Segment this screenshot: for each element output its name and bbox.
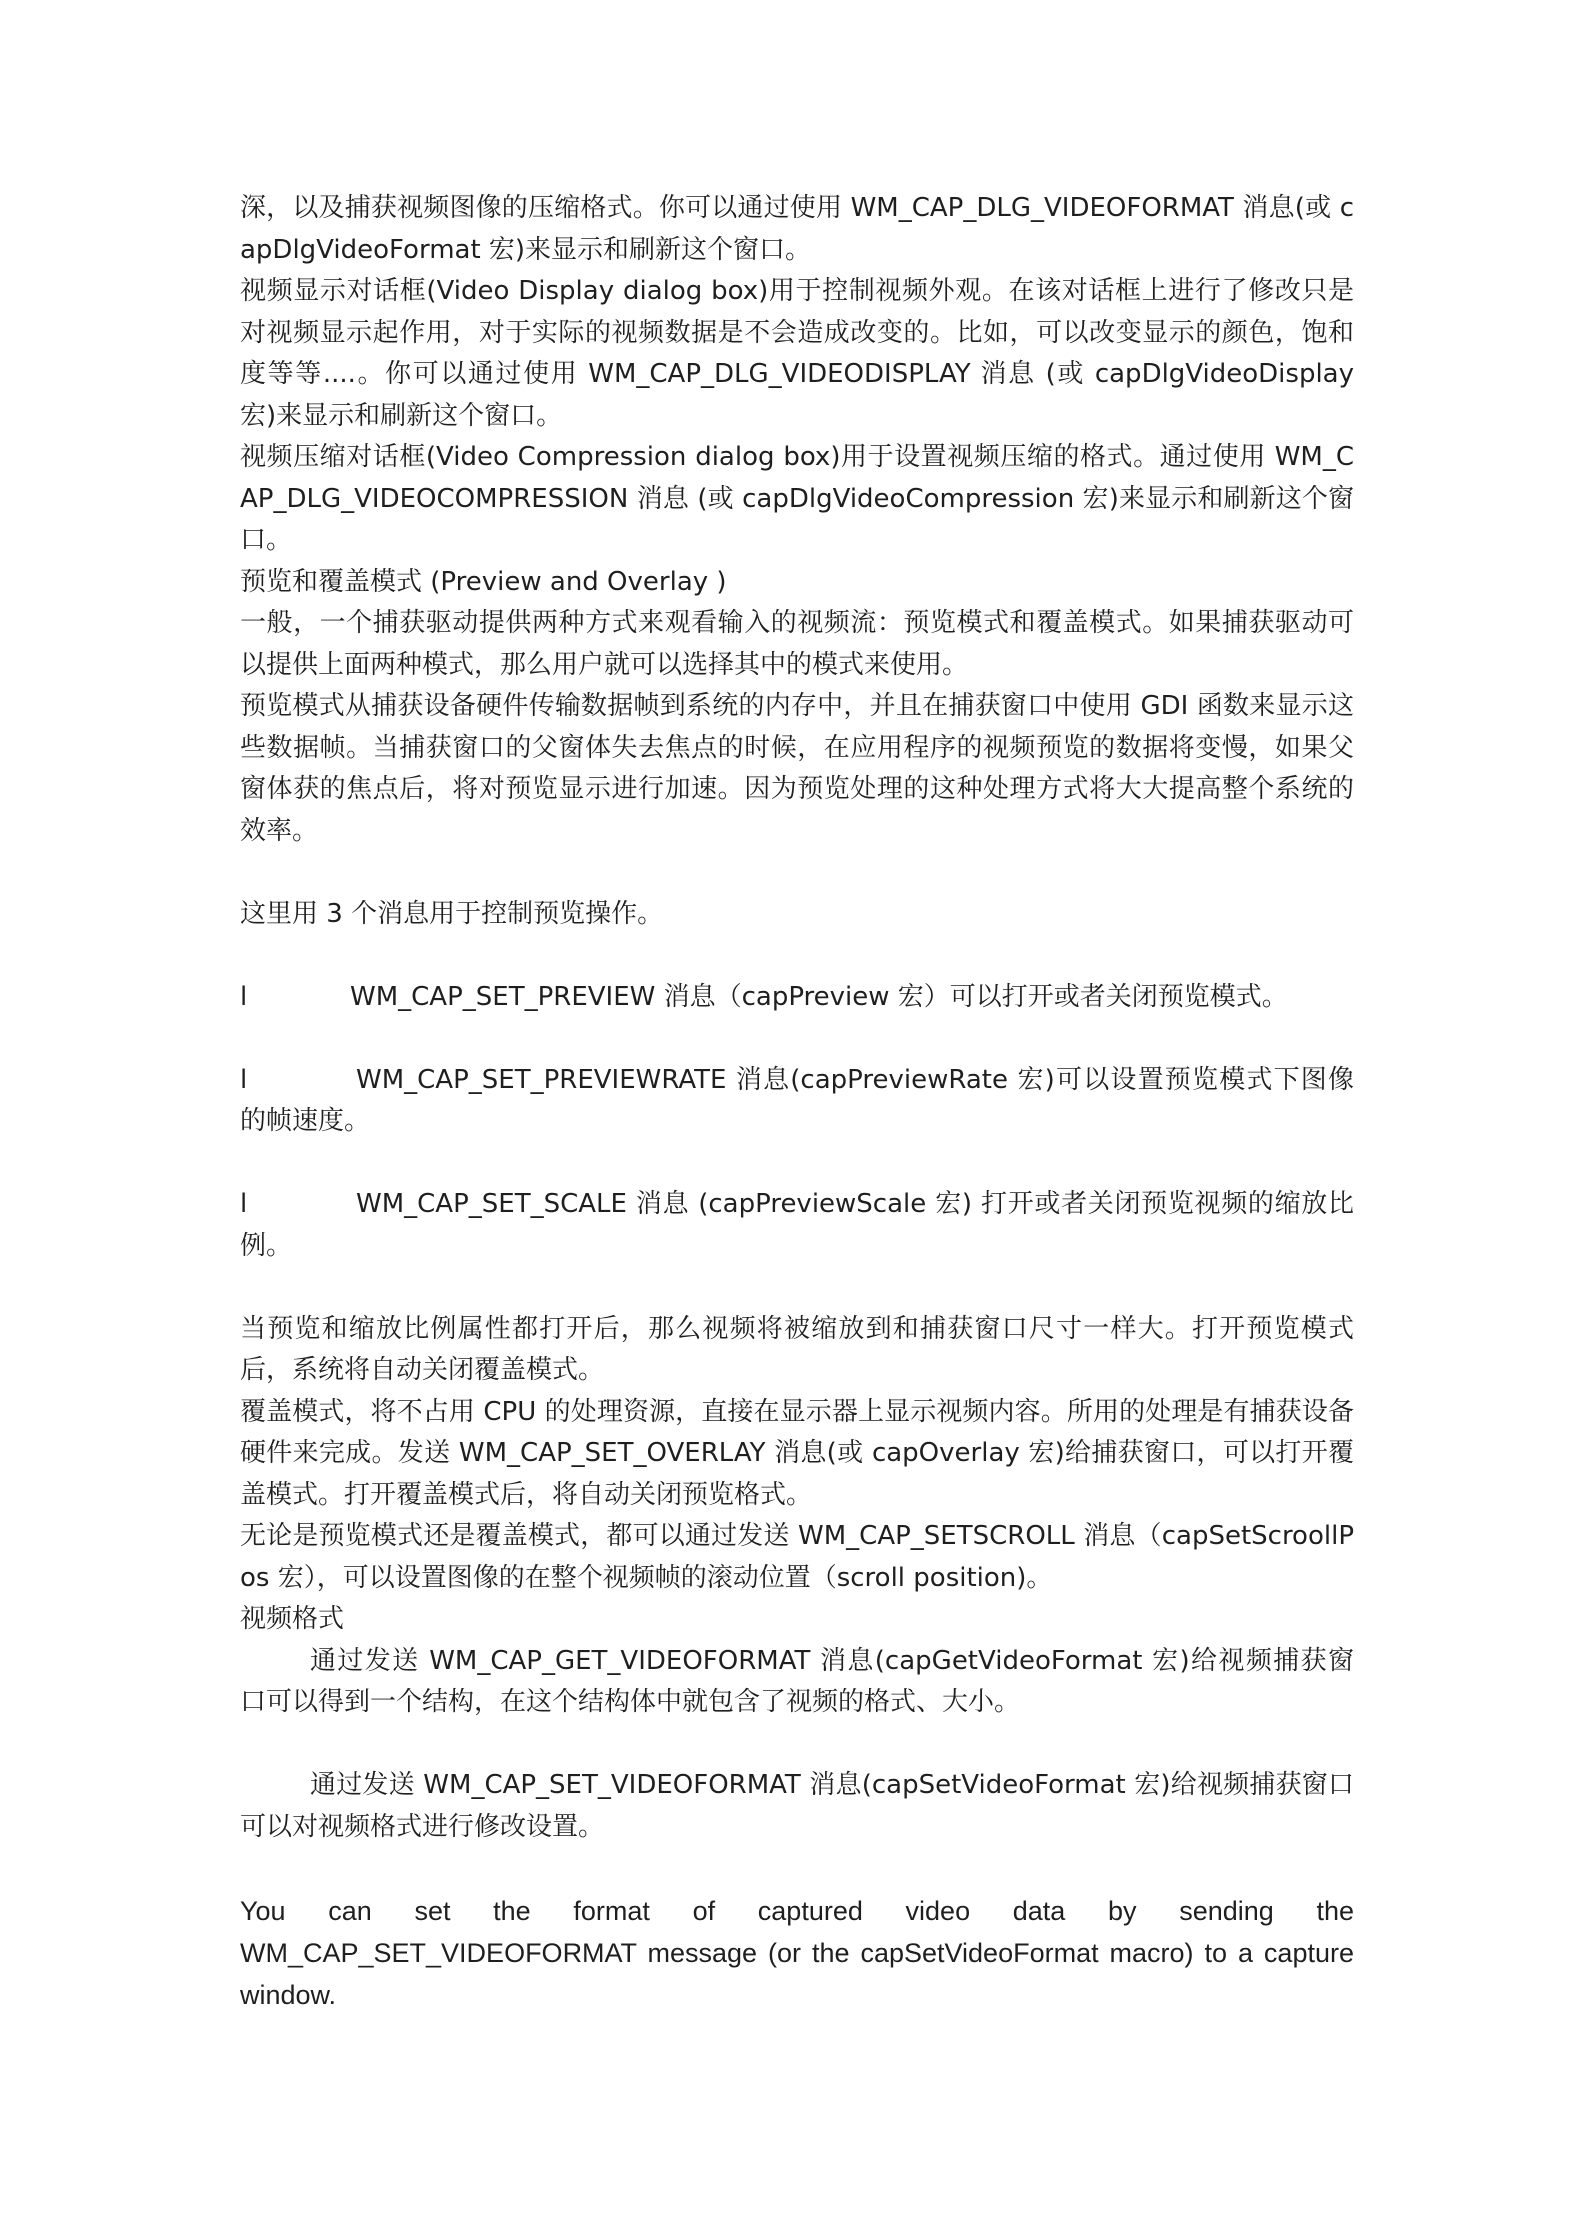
paragraph-get-video-format: 通过发送 WM_CAP_GET_VIDEOFORMAT 消息(capGetVideoFormat 宏)给视频捕获窗口可以得到一个结构，在这个结构体中就包含了视频的格式、大小。 — [240, 1645, 1354, 1717]
bullet-marker: l — [240, 1064, 248, 1095]
paragraph-video-compression-dialog: 视频压缩对话框(Video Compression dialog box)用于设置视频压缩的格式。通过使用 WM_CAP_DLG_VIDEOCOMPRESSION 消息 (或 capDlgVideoCompression 宏)来显示和刷新这个窗口。 — [240, 442, 1354, 555]
paragraph-video-display-dialog: 视频显示对话框(Video Display dialog box)用于控制视频外观。在该对话框上进行了修改只是对视频显示起作用，对于实际的视频数据是不会造成改变的。比如，可以改变显示的颜色，饱和度等等....。你可以通过使用 WM_CAP_DLG_VIDEODISPLAY 消息 (或 capDlgVideoDisplay 宏)来显示和刷新这个窗口。 — [240, 276, 1354, 431]
heading-video-format: 视频格式 — [240, 1604, 345, 1634]
paragraph-set-video-format-english: You can set the format of captured video data by sending the WM_CAP_SET_VIDEOFORMAT message (or the capSetVideoFormat macro) to a capture window. — [240, 1895, 1354, 2010]
bullet-set-preview-rate — [240, 1060, 1354, 1143]
bullet-marker: l — [240, 1189, 248, 1219]
paragraph-set-video-format: 通过发送 WM_CAP_SET_VIDEOFORMAT 消息(capSetVideoFormat 宏)给视频捕获窗口可以对视频格式进行修改设置。 — [240, 1770, 1354, 1842]
paragraph-video-format-dialog-end: 深，以及捕获视频图像的压缩格式。你可以通过使用 WM_CAP_DLG_VIDEOFORMAT 消息(或 capDlgVideoFormat 宏)来显示和刷新这个窗口。 — [240, 193, 1354, 265]
bullet-text: WM_CAP_SET_PREVIEWRATE 消息(capPreviewRate 宏)可以设置预览模式下图像的帧速度。 — [240, 1064, 1354, 1136]
paragraph-scroll-position: 无论是预览模式还是覆盖模式，都可以通过发送 WM_CAP_SETSCROLL 消息（capSetScroollPos 宏），可以设置图像的在整个视频帧的滚动位置（scroll position)。 — [240, 1521, 1354, 1593]
heading-preview-and-overlay: 预览和覆盖模式 (Preview and Overlay ) — [240, 566, 727, 597]
bullet-marker: l — [240, 981, 248, 1012]
paragraph-preview-mode: 预览模式从捕获设备硬件传输数据帧到系统的内存中，并且在捕获窗口中使用 GDI 函数来显示这些数据帧。当捕获窗口的父窗体失去焦点的时候，在应用程序的视频预览的数据将变慢，如果父窗体获的焦点后，将对预览显示进行加速。因为预览处理的这种处理方式将大大提高整个系统的效率。 — [240, 691, 1354, 846]
paragraph-overlay-mode: 覆盖模式，将不占用 CPU 的处理资源，直接在显示器上显示视频内容。所用的处理是有捕获设备硬件来完成。发送 WM_CAP_SET_OVERLAY 消息(或 capOverlay 宏)给捕获窗口，可以打开覆盖模式。打开覆盖模式后，将自动关闭预览格式。 — [240, 1396, 1354, 1510]
paragraph-preview-scale-result: 当预览和缩放比例属性都打开后，那么视频将被缩放到和捕获窗口尺寸一样大。打开预览模式后，系统将自动关闭覆盖模式。 — [240, 1313, 1354, 1385]
paragraph-preview-messages-intro: 这里用 3 个消息用于控制预览操作。 — [240, 898, 664, 929]
bullet-text: WM_CAP_SET_SCALE 消息 (capPreviewScale 宏) 打开或者关闭预览视频的缩放比例。 — [240, 1189, 1354, 1261]
paragraph-capture-modes-intro: 一般，一个捕获驱动提供两种方式来观看输入的视频流：预览模式和覆盖模式。如果捕获驱动可以提供上面两种模式，那么用户就可以选择其中的模式来使用。 — [240, 608, 1354, 680]
bullet-text: WM_CAP_SET_PREVIEW 消息（capPreview 宏）可以打开或者关闭预览模式。 — [350, 981, 1288, 1012]
document-body — [240, 188, 1354, 2016]
bullet-set-preview — [240, 977, 1354, 1019]
bullet-set-scale — [240, 1184, 1354, 1267]
